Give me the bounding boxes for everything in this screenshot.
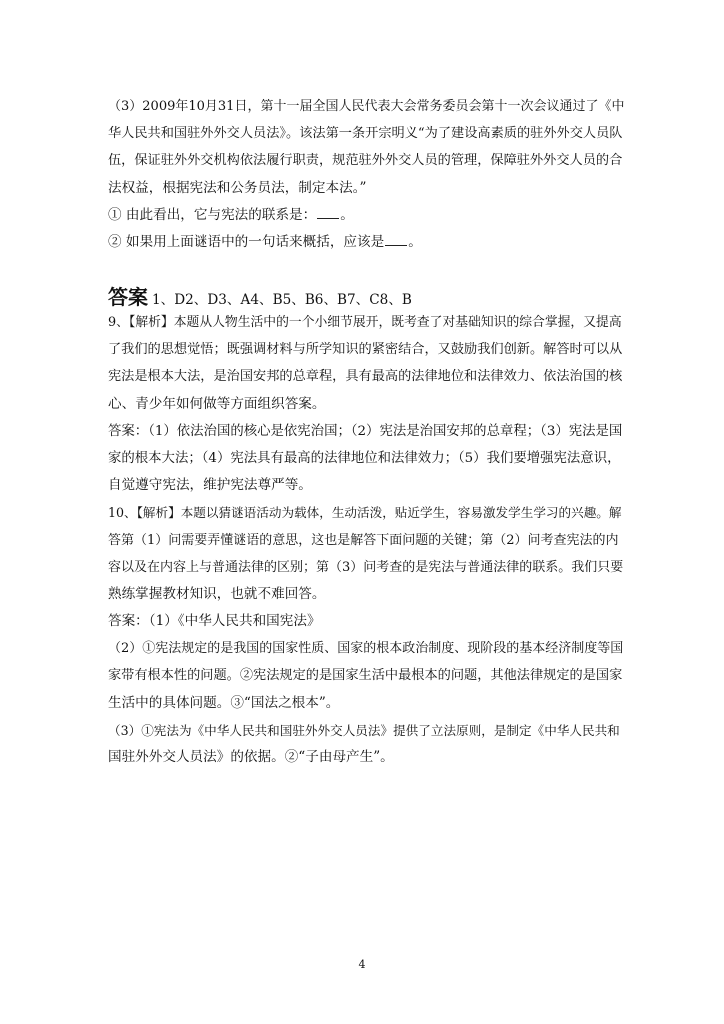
answer-9-answer-line: 答案：（1）依法治国的核心是依宪治国；（2）宪法是治国安邦的总章程；（3）宪法是国 [108, 423, 623, 439]
answer-10-answer-1: 答案：（1）《中华人民共和国宪法》 [108, 613, 321, 630]
sub-2-prefix: ② 如果用上面谜语中的一句话来概括，应该是 [108, 233, 385, 250]
answer-10-analysis-line: 容以及在内容上与普通法律的区别；第（3）问考查的是宪法与普通法律的联系。我们只要 [108, 559, 624, 575]
answers-list: 1、D2、D3、A4、B5、B6、B7、C8、B [152, 292, 412, 308]
answer-10-answer-2-line: （2）①宪法规定的是我国的国家性质、国家的根本政治制度、现阶段的基本经济制度等国 [108, 641, 624, 657]
question-3-sub-1 [108, 202, 624, 229]
answer-explanations-block [108, 309, 624, 771]
answer-10-answer-3-line: 国驻外外交人员法》的依据。②“子由母产生”。 [108, 749, 394, 765]
answer-10-answer-3-line: （3）①宪法为《中华人民共和国驻外外交人员法》提供了立法原则，是制定《中华人民共和 [108, 722, 620, 738]
question-3-line: 华人民共和国驻外外交人员法》。该法第一条开宗明义“为了建设高素质的驻外外交人员队 [108, 126, 623, 142]
answer-10-analysis-line: 10、【解析】本题以猜谜语活动为载体，生动活泼，贴近学生，容易激发学生学习的兴趣。解 [108, 505, 622, 521]
answer-9-analysis-line: 心、青少年如何做等方面组织答案。 [108, 395, 326, 412]
sub-1-prefix: ① 由此看出，它与宪法的联系是： [108, 206, 317, 223]
sub-1-suffix: 。 [340, 206, 354, 223]
question-3-line: （3）2009年10月31日，第十一届全国人民代表大会常务委员会第十一次会议通过了《中 [108, 99, 625, 114]
question-3-line: 伍，保证驻外外交机构依法履行职责，规范驻外外交人员的管理，保障驻外外交人员的合 [108, 153, 623, 169]
question-3-block [108, 93, 624, 256]
answer-10-answer-2-line: 生活中的具体问题。③“国法之根本”。 [108, 694, 340, 711]
answer-blank [317, 206, 339, 219]
answers-heading: 答案 [108, 285, 148, 309]
answer-9-analysis-line: 了我们的思想觉悟；既强调材料与所学知识的紧密结合，又鼓励我们创新。解答时可以从 [108, 342, 623, 358]
answer-10-answer-2-line: 家带有根本性的问题。②宪法规定的是国家生活中最根本的问题，其他法律规定的是国家 [108, 668, 623, 684]
answer-9-answer-line: 家的根本大法；（4）宪法具有最高的法律地位和法律效力；（5）我们要增强宪法意识， [108, 450, 621, 466]
answer-9-answer-line: 自觉遵守宪法，维护宪法尊严等。 [108, 477, 312, 494]
question-3-sub-2 [108, 229, 624, 256]
answer-10-analysis-line: 熟练掌握教材知识，也就不难回答。 [108, 585, 326, 602]
page-number: 4 [358, 958, 366, 971]
answers-heading-row [108, 281, 624, 311]
answer-9-analysis-line: 宪法是根本大法，是治国安邦的总章程，具有最高的法律地位和法律效力、依法治国的核 [108, 369, 623, 385]
sub-2-suffix: 。 [408, 233, 422, 250]
answer-10-analysis-line: 答第（1）问需要弄懂谜语的意思，这也是解答下面问题的关键；第（2）问考查宪法的内 [108, 532, 619, 548]
answer-9-analysis-line: 9、【解析】本题从人物生活中的一个小细节展开，既考查了对基础知识的综合掌握，又提高 [108, 315, 622, 330]
answer-blank [385, 233, 407, 246]
question-3-line: 法权益，根据宪法和公务员法，制定本法。” [108, 179, 367, 196]
